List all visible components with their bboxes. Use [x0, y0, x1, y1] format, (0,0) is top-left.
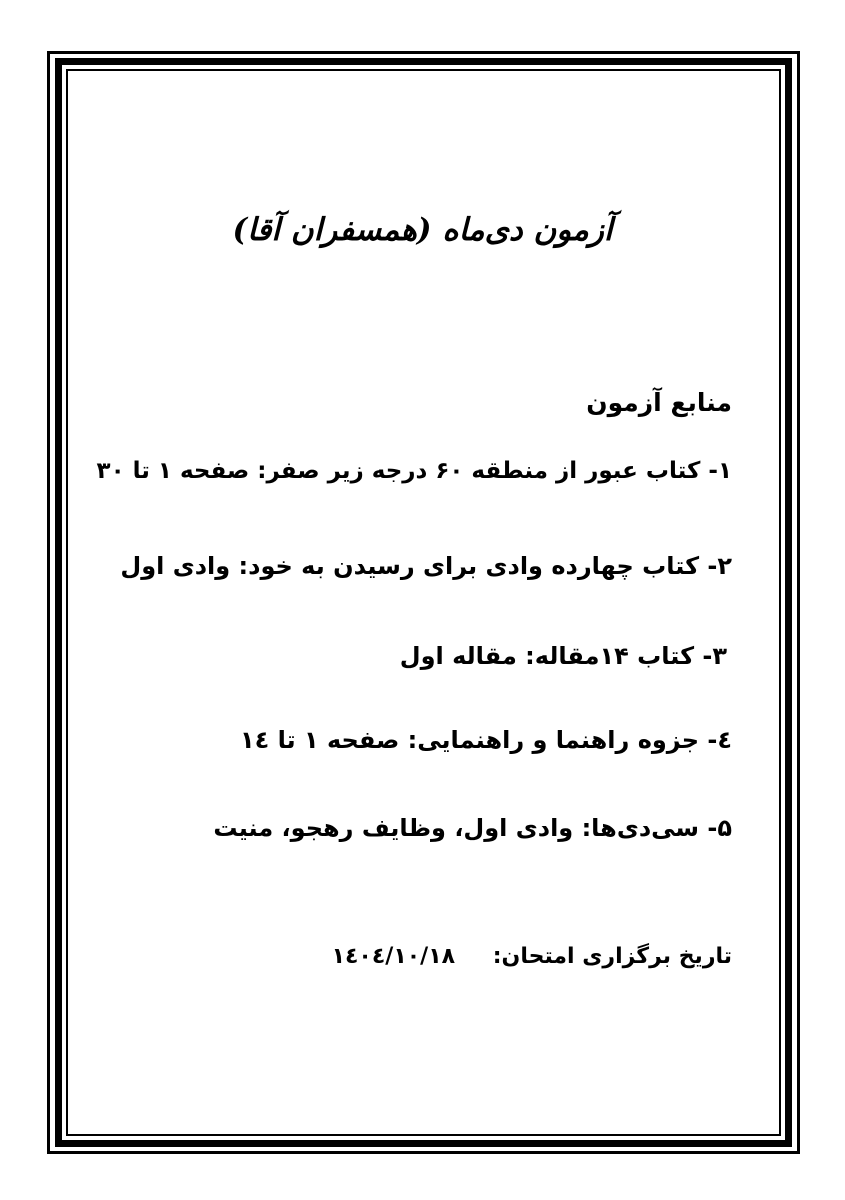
source-item-1: ۱- کتاب عبور از منطقه ۶۰ درجه زیر صفر: صفحه ۱ تا ۳۰ — [96, 458, 732, 484]
source-item-4: ٤- جزوه راهنما و راهنمایی: صفحه ۱ تا ۱٤ — [239, 726, 732, 754]
sources-heading: منابع آزمون — [586, 388, 732, 417]
source-item-2: ۲- کتاب چهارده وادی برای رسیدن به خود: وادی اول — [120, 552, 732, 580]
exam-date-line — [332, 937, 732, 977]
source-item-5: ۵- سی‌دی‌ها: وادی اول، وظایف رهجو، منیت — [213, 814, 732, 842]
exam-date-value: ۱٤۰٤/۱۰/۱۸ — [331, 944, 456, 969]
document-title: آزمون دی‌ماه (همسفران آقا) — [232, 212, 613, 248]
source-item-3: ۳- کتاب ۱۴مقاله: مقاله اول — [399, 642, 727, 670]
exam-date-label: تاریخ برگزاری امتحان: — [492, 944, 732, 969]
